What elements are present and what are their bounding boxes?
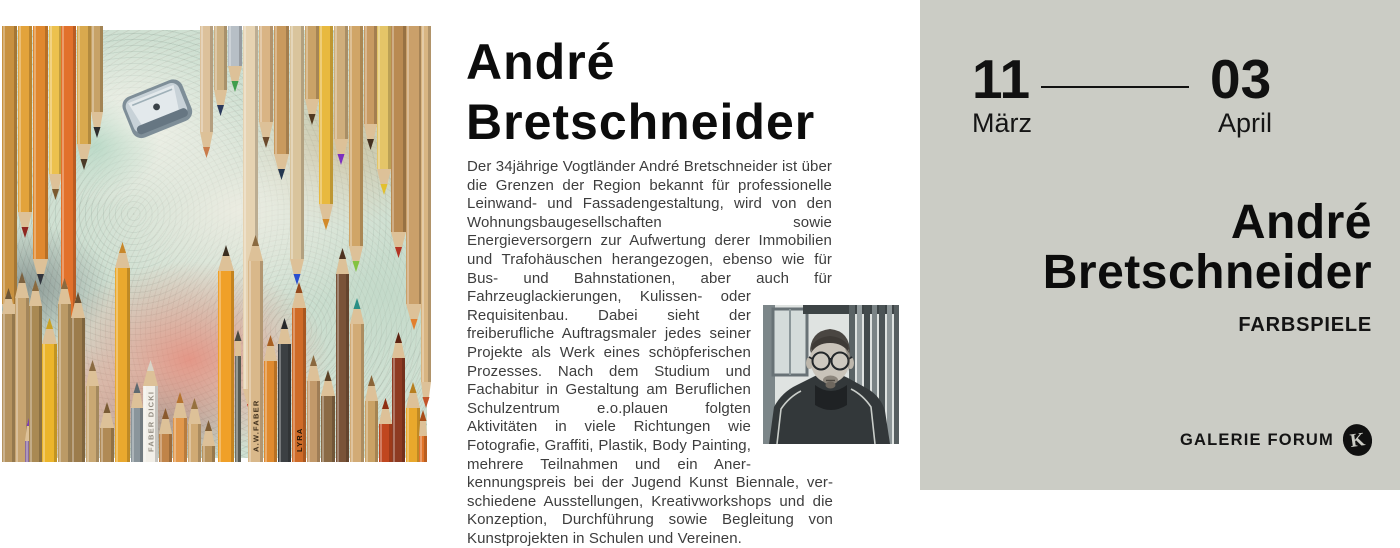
svg-text:A.W.FABER: A.W.FABER	[251, 399, 261, 452]
exhibition-title: FARBSPIELE	[1238, 314, 1372, 336]
portrait-illustration	[763, 305, 899, 444]
svg-text:FABER DICKI: FABER DICKI	[146, 390, 156, 452]
artist-headline-line1: André	[466, 34, 616, 90]
panel-artist-name	[942, 198, 1372, 336]
pencils-artwork-photo	[2, 30, 427, 458]
panel-artist-line2: Bretschneider	[1042, 246, 1372, 299]
svg-text:LYRA: LYRA	[295, 427, 304, 452]
gallery-k-logo-icon	[1340, 421, 1376, 459]
pencil-sharpener-icon	[119, 76, 195, 141]
gallery-name: GALERIE FORUM	[1179, 430, 1334, 449]
artist-headline	[466, 32, 886, 152]
exhibition-end-month: April	[1218, 108, 1273, 138]
artist-portrait-photo	[763, 305, 899, 444]
panel-artist-line1: André	[1230, 196, 1372, 249]
text-wrap-spacer	[832, 158, 833, 304]
info-panel	[920, 0, 1400, 490]
gallery-logo-letter: K	[1348, 428, 1367, 452]
artist-bio-text: Der 34jährige Vogtländer André Bretschneider ist über die Grenzen der Region bekannt für professionelle Leinwand- und Fassadengestaltung, wird von den Wohnungsbaugesellschaften sowie Energieversorgern zur Aufwertung derer Immobilien und Trafohäuschen herangezogen, ebenso wie für Bus- und Bahnstationen, aber auch für Fahrzeuglackierungen, Kulissen- oder Requisitenbau. Dabei sieht der freiberufliche Auftragsmaler jedes seiner Projekte als Werk eines schöpferischen Prozesses. Nach dem Studium und Fachabitur in Gestaltung am Beruflichen Schulzentrum e.o.plauen folgten Aktivitäten in viele Richtungen wie Fotografie, Graffiti, Plastik, Body Painting, mehrere Teilnahmen und ein Anerkennungspreis bei der Jugend Kunst Biennale, verschiedene Ausstellungen, Kreativworkshops und die Konzeption, Durchführung sowie Begleitung von Kunstprojekten in Schulen und Vereinen.	[467, 158, 833, 547]
pencils-illustration	[2, 30, 427, 458]
exhibition-start-month: März	[972, 108, 1032, 138]
exhibition-end-day: 03	[1210, 48, 1272, 110]
exhibition-start-day: 11	[972, 48, 1031, 110]
gallery-branding	[1180, 424, 1372, 456]
date-range-line	[1041, 86, 1189, 88]
artist-headline-line2: Bretschneider	[466, 94, 816, 150]
